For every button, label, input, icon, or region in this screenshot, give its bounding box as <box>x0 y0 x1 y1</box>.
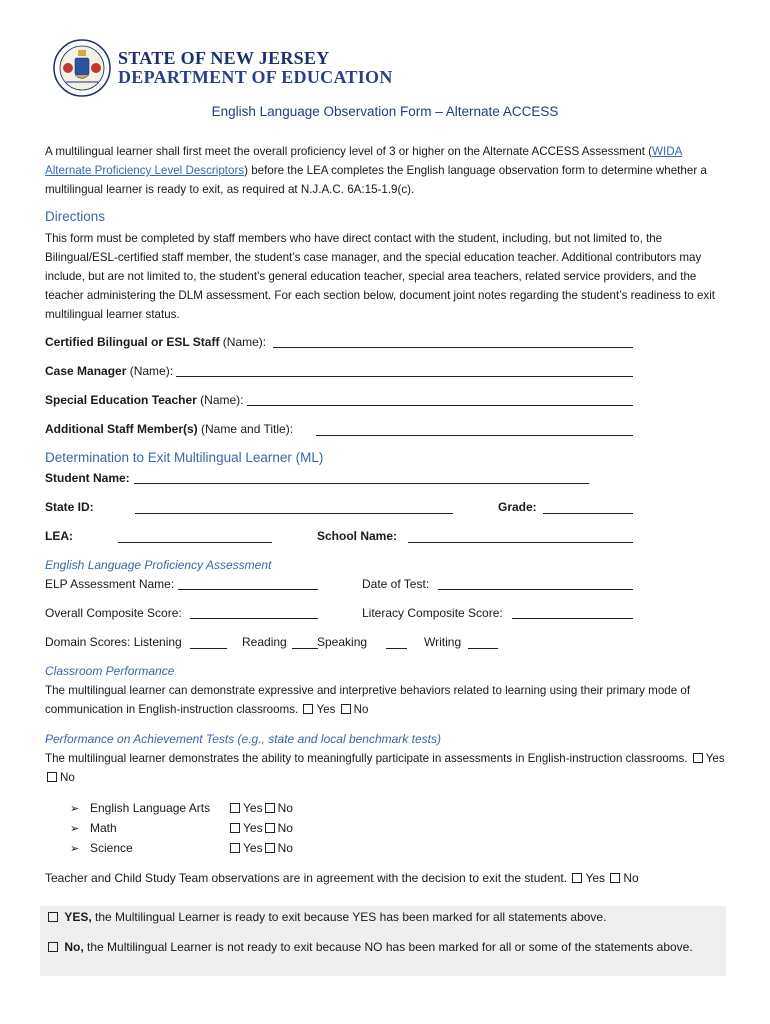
grade-input-line[interactable] <box>543 513 633 514</box>
overall-composite-input-line[interactable] <box>190 618 318 619</box>
arrow-bullet-icon: ➢ <box>70 842 80 855</box>
esl-staff-input-line[interactable] <box>273 347 633 348</box>
science-no-checkbox[interactable] <box>265 843 275 853</box>
student-name-label: Student Name: <box>45 471 130 485</box>
elp-assessment-name-label: ELP Assessment Name: <box>45 577 175 591</box>
state-id-label: State ID: <box>45 500 94 514</box>
classroom-no-label: No <box>353 703 369 716</box>
sped-teacher-input-line[interactable] <box>247 405 633 406</box>
speaking-input-line[interactable] <box>386 648 407 649</box>
achievement-no-checkbox[interactable] <box>47 772 57 782</box>
date-of-test-label: Date of Test: <box>362 577 430 591</box>
math-no-checkbox[interactable] <box>265 823 275 833</box>
decision-yes-checkbox[interactable] <box>48 912 58 922</box>
classroom-no-checkbox[interactable] <box>341 704 351 714</box>
writing-input-line[interactable] <box>468 648 498 649</box>
subject-row-math: ➢ Math Yes No <box>70 821 293 835</box>
subject-name: Math <box>90 821 117 835</box>
lea-input-line[interactable] <box>118 542 272 543</box>
directions-text: This form must be completed by staff members who have direct contact with the student, including, but not limited to, the Bilingual/ESL-certified staff member, the student’s case manager, and the special education teacher. Additional contributors may include, but are not limited to, the student’s general education teacher, special area teachers, related service providers, and the teacher administering the DLM assessment. For each section below, document joint notes regarding the student’s readiness to exit multilingual learner status. <box>45 232 716 321</box>
case-manager-input-line[interactable] <box>176 376 633 377</box>
agreement-statement: Teacher and Child Study Team observations are in agreement with the decision to exit the student. Yes No <box>45 871 639 885</box>
decision-yes-row: YES, the Multilingual Learner is ready to exit because YES has been marked for all statements above. <box>46 907 716 927</box>
agency-line1: STATE OF NEW JERSEY <box>118 48 330 69</box>
ela-yes-checkbox[interactable] <box>230 803 240 813</box>
additional-staff-input-line[interactable] <box>316 435 633 436</box>
literacy-composite-label: Literacy Composite Score: <box>362 606 503 620</box>
arrow-bullet-icon: ➢ <box>70 822 80 835</box>
reading-label: Reading <box>242 635 287 649</box>
case-manager-label: Case Manager (Name): <box>45 364 174 378</box>
form-title: English Language Observation Form – Alternate ACCESS <box>211 104 559 119</box>
intro-paragraph <box>45 142 725 199</box>
elp-assessment-name-input-line[interactable] <box>178 589 318 590</box>
date-of-test-input-line[interactable] <box>438 589 633 590</box>
classroom-yes-checkbox[interactable] <box>303 704 313 714</box>
agreement-no-label: No <box>623 871 639 885</box>
agreement-yes-checkbox[interactable] <box>572 873 582 883</box>
esl-staff-label: Certified Bilingual or ESL Staff (Name): <box>45 335 267 349</box>
determination-heading: Determination to Exit Multilingual Learner (ML) <box>45 450 324 465</box>
achievement-heading: Performance on Achievement Tests (e.g., state and local benchmark tests) <box>45 732 441 746</box>
additional-staff-label: Additional Staff Member(s) (Name and Title): <box>45 422 294 436</box>
science-yes-checkbox[interactable] <box>230 843 240 853</box>
domain-listening-label: Domain Scores: Listening <box>45 635 182 649</box>
achievement-no-label: No <box>60 771 75 784</box>
listening-input-line[interactable] <box>190 648 227 649</box>
subject-list <box>70 798 293 858</box>
wida-descriptors-link[interactable]: WIDA Alternate Proficiency Level Descriptors <box>45 145 683 177</box>
arrow-bullet-icon: ➢ <box>70 802 80 815</box>
decision-no-row: No, the Multilingual Learner is not ready to exit because NO has been marked for all or some of the statements above. <box>46 937 716 957</box>
achievement-statement: The multilingual learner demonstrates the ability to meaningfully participate in assessments in English-instruction classrooms. Yes No <box>45 752 725 784</box>
classroom-yes-label: Yes <box>316 703 336 716</box>
subject-name: English Language Arts <box>90 801 211 815</box>
subject-row-ela: ➢ English Language Arts Yes No <box>70 801 293 815</box>
reading-input-line[interactable] <box>292 648 318 649</box>
subject-name: Science <box>90 841 133 855</box>
decision-no-checkbox[interactable] <box>48 942 58 952</box>
classroom-statement: The multilingual learner can demonstrate expressive and interpretive behaviors related to learning using their primary mode of communication in English-instruction classrooms. Yes No <box>45 684 691 716</box>
writing-label: Writing <box>424 635 462 649</box>
agreement-no-checkbox[interactable] <box>610 873 620 883</box>
school-name-input-line[interactable] <box>408 542 633 543</box>
literacy-composite-input-line[interactable] <box>512 618 633 619</box>
school-name-label: School Name: <box>317 529 398 543</box>
ela-no-checkbox[interactable] <box>265 803 275 813</box>
elp-heading: English Language Proficiency Assessment <box>45 558 272 572</box>
agency-line2: DEPARTMENT OF EDUCATION <box>118 67 393 87</box>
achievement-yes-label: Yes <box>705 752 725 765</box>
student-name-input-line[interactable] <box>134 483 589 484</box>
agreement-yes-label: Yes <box>585 871 606 885</box>
intro-text-2: ) before the LEA completes the English language observation form to determine whether a multilingual learner is ready to exit, as required at N.J.A.C. 6A:15-1.9(c). <box>45 164 707 196</box>
achievement-yes-checkbox[interactable] <box>693 753 703 763</box>
agency-name <box>118 49 393 87</box>
nj-state-seal-icon <box>52 38 112 98</box>
speaking-label: Speaking <box>317 635 368 649</box>
grade-label: Grade: <box>498 500 537 514</box>
page-header <box>52 36 393 100</box>
classroom-heading: Classroom Performance <box>45 664 175 678</box>
overall-composite-label: Overall Composite Score: <box>45 606 182 620</box>
intro-text-1: A multilingual learner shall first meet the overall proficiency level of 3 or higher on the Alternate ACCESS Assessment ( <box>45 145 653 158</box>
state-id-input-line[interactable] <box>135 513 453 514</box>
lea-label: LEA: <box>45 529 73 543</box>
subject-row-science: ➢ Science Yes No <box>70 841 293 855</box>
sped-teacher-label: Special Education Teacher (Name): <box>45 393 244 407</box>
directions-heading: Directions <box>45 209 106 224</box>
math-yes-checkbox[interactable] <box>230 823 240 833</box>
